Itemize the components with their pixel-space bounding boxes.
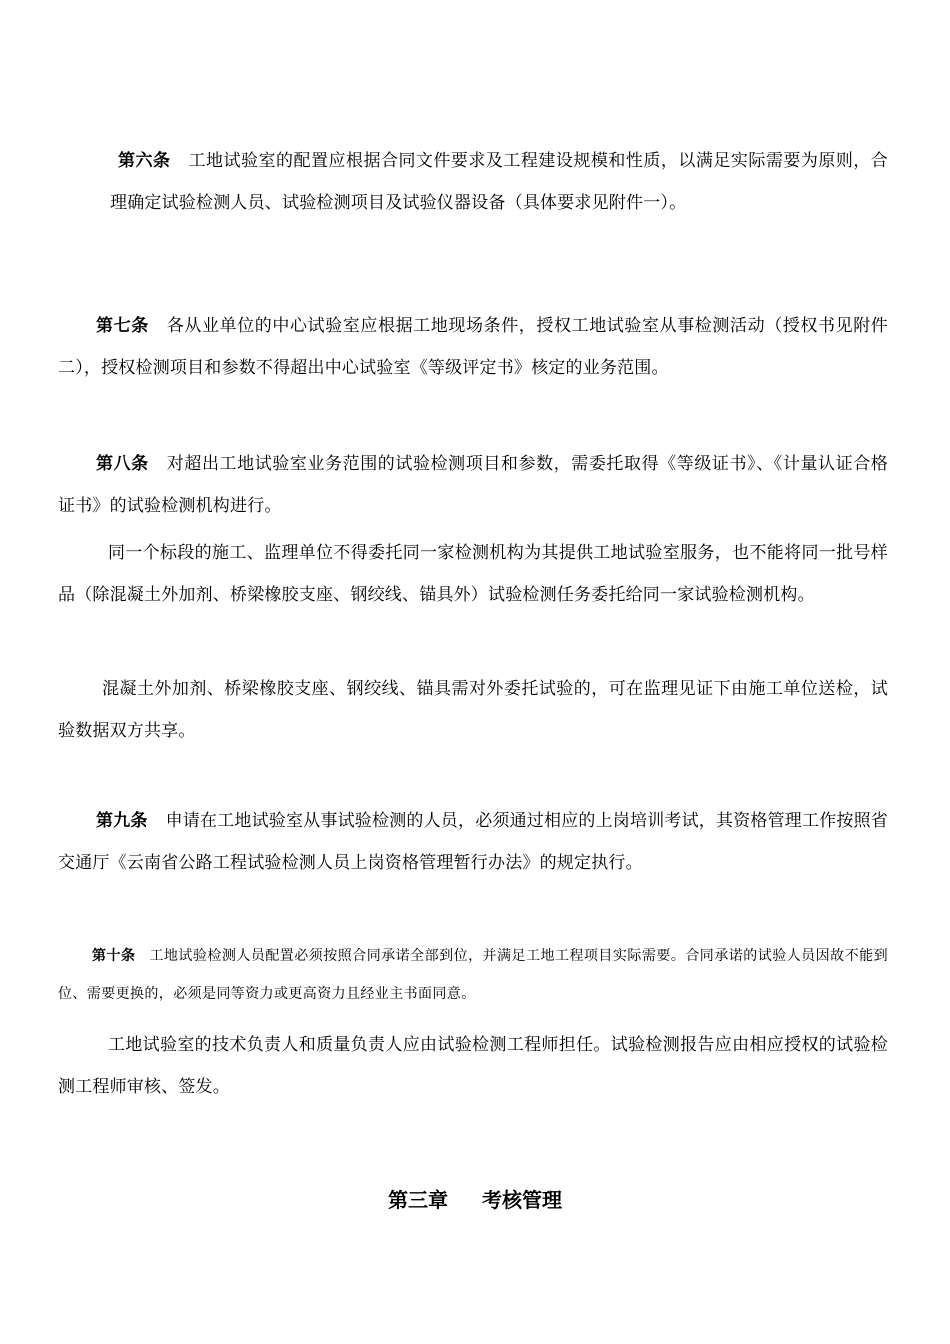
article-10-paragraph-2-text: 工地试验室的技术负责人和质量负责人应由试验检测工程师担任。试验检测报告应由相应授权的试验检测工程师审核、签发。 — [58, 1035, 888, 1097]
chapter-title: 考核管理 — [482, 1188, 562, 1212]
article-6-text: 工地试验室的配置应根据合同文件要求及工程建设规模和性质，以满足实际需要为原则，合理确定试验检测人员、试验检测项目及试验仪器设备（具体要求见附件一）。 — [110, 151, 889, 213]
article-9-label: 第九条 — [96, 811, 148, 831]
article-7 — [58, 305, 888, 389]
chapter-number: 第三章 — [388, 1188, 448, 1212]
article-6-label: 第六条 — [118, 151, 171, 171]
article-8-text: 对超出工地试验室业务范围的试验检测项目和参数，需委托取得《等级证书》、《计量认证合格证书》的试验检测机构进行。 — [58, 454, 888, 516]
article-10-label: 第十条 — [92, 948, 136, 964]
article-7-label: 第七条 — [96, 316, 149, 336]
article-8 — [58, 443, 888, 527]
article-10-paragraph-2 — [58, 1024, 888, 1108]
chapter-heading — [0, 1180, 950, 1220]
article-8-paragraph-3-text: 混凝土外加剂、桥梁橡胶支座、钢绞线、锚具需对外委托试验的，可在监理见证下由施工单位送检，试验数据双方共享。 — [58, 679, 888, 741]
article-6 — [110, 140, 888, 224]
article-8-label: 第八条 — [96, 454, 149, 474]
article-9 — [58, 800, 888, 884]
article-8-paragraph-2-text: 同一个标段的施工、监理单位不得委托同一家检测机构为其提供工地试验室服务，也不能将同一批号样品（除混凝土外加剂、桥梁橡胶支座、钢绞线、锚具外）试验检测任务委托给同一家试验检测机构。 — [58, 543, 888, 605]
article-9-text: 申请在工地试验室从事试验检测的人员，必须通过相应的上岗培训考试，其资格管理工作按照省交通厅《云南省公路工程试验检测人员上岗资格管理暂行办法》的规定执行。 — [58, 811, 889, 873]
article-8-paragraph-2 — [58, 532, 888, 616]
article-7-text: 各从业单位的中心试验室应根据工地现场条件，授权工地试验室从事检测活动（授权书见附件二），授权检测项目和参数不得超出中心试验室《等级评定书》核定的业务范围。 — [58, 316, 888, 378]
article-10 — [58, 937, 888, 1013]
article-10-text: 工地试验检测人员配置必须按照合同承诺全部到位，并满足工地工程项目实际需要。合同承诺的试验人员因故不能到位、需要更换的，必须是同等资力或更高资力且经业主书面同意。 — [58, 948, 888, 1002]
article-8-paragraph-3 — [58, 668, 888, 752]
